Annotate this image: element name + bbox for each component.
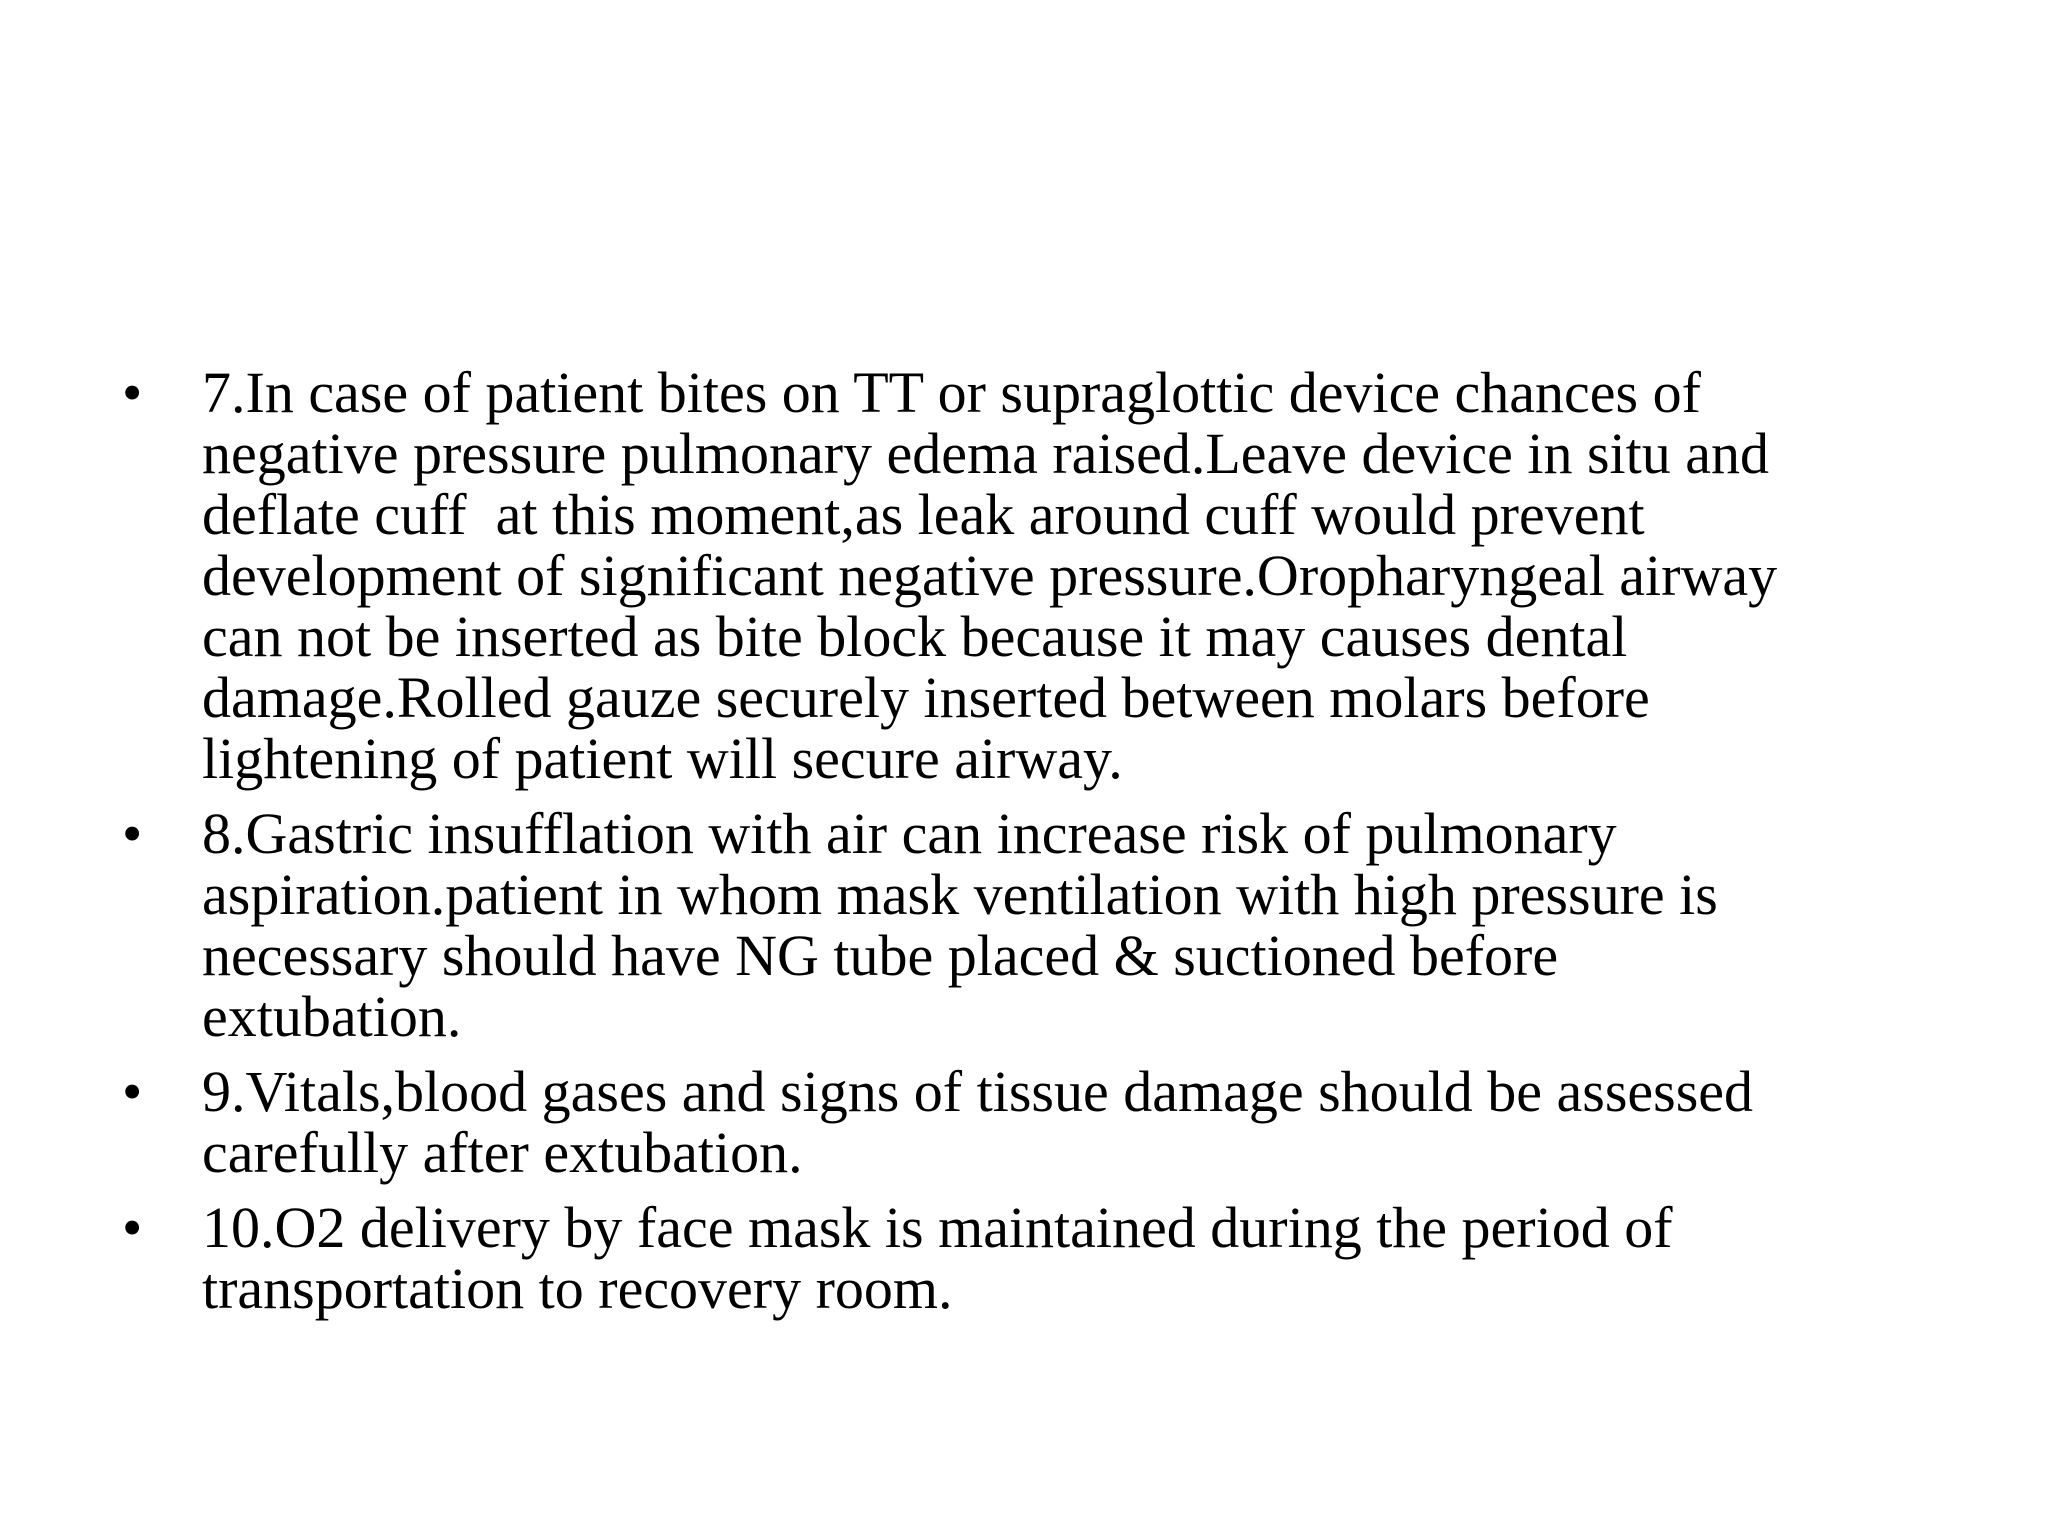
bullet-item-7 [122, 362, 1952, 789]
text-line: carefully after extubation. [202, 1120, 803, 1185]
bullet-item-10 [122, 1197, 1952, 1319]
text-line: 8.Gastric insufflation with air can increase risk of pulmonary [202, 801, 1617, 866]
bullet-text [202, 1197, 1952, 1319]
bullet-text [202, 1061, 1952, 1183]
bullet-icon: • [122, 360, 143, 425]
text-line: 7.In case of patient bites on TT or supraglottic device chances of [202, 360, 1701, 425]
bullet-icon: • [122, 1059, 143, 1124]
slide-body [122, 362, 1952, 1333]
bullet-item-8 [122, 803, 1952, 1047]
text-line: 10.O2 delivery by face mask is maintained during the period of [202, 1195, 1673, 1260]
text-line: extubation. [202, 984, 462, 1049]
bullet-item-9 [122, 1061, 1952, 1183]
text-line: can not be inserted as bite block because it may causes dental [202, 604, 1628, 669]
bullet-icon: • [122, 1195, 143, 1260]
bullet-text [202, 803, 1952, 1047]
bullet-list [122, 362, 1952, 1319]
bullet-text [202, 362, 1952, 789]
text-line: 9.Vitals,blood gases and signs of tissue damage should be assessed [202, 1059, 1754, 1124]
text-line: transportation to recovery room. [202, 1256, 953, 1321]
text-line: development of significant negative pressure.Oropharyngeal airway [202, 543, 1778, 608]
text-line: damage.Rolled gauze securely inserted between molars before [202, 665, 1650, 730]
bullet-icon: • [122, 801, 143, 866]
text-line: lightening of patient will secure airway. [202, 726, 1123, 791]
text-line: negative pressure pulmonary edema raised.Leave device in situ and [202, 421, 1769, 486]
text-line: deflate cuff at this moment,as leak around cuff would prevent [202, 482, 1645, 547]
text-line: aspiration.patient in whom mask ventilation with high pressure is [202, 862, 1718, 927]
text-line: necessary should have NG tube placed & suctioned before [202, 923, 1559, 988]
